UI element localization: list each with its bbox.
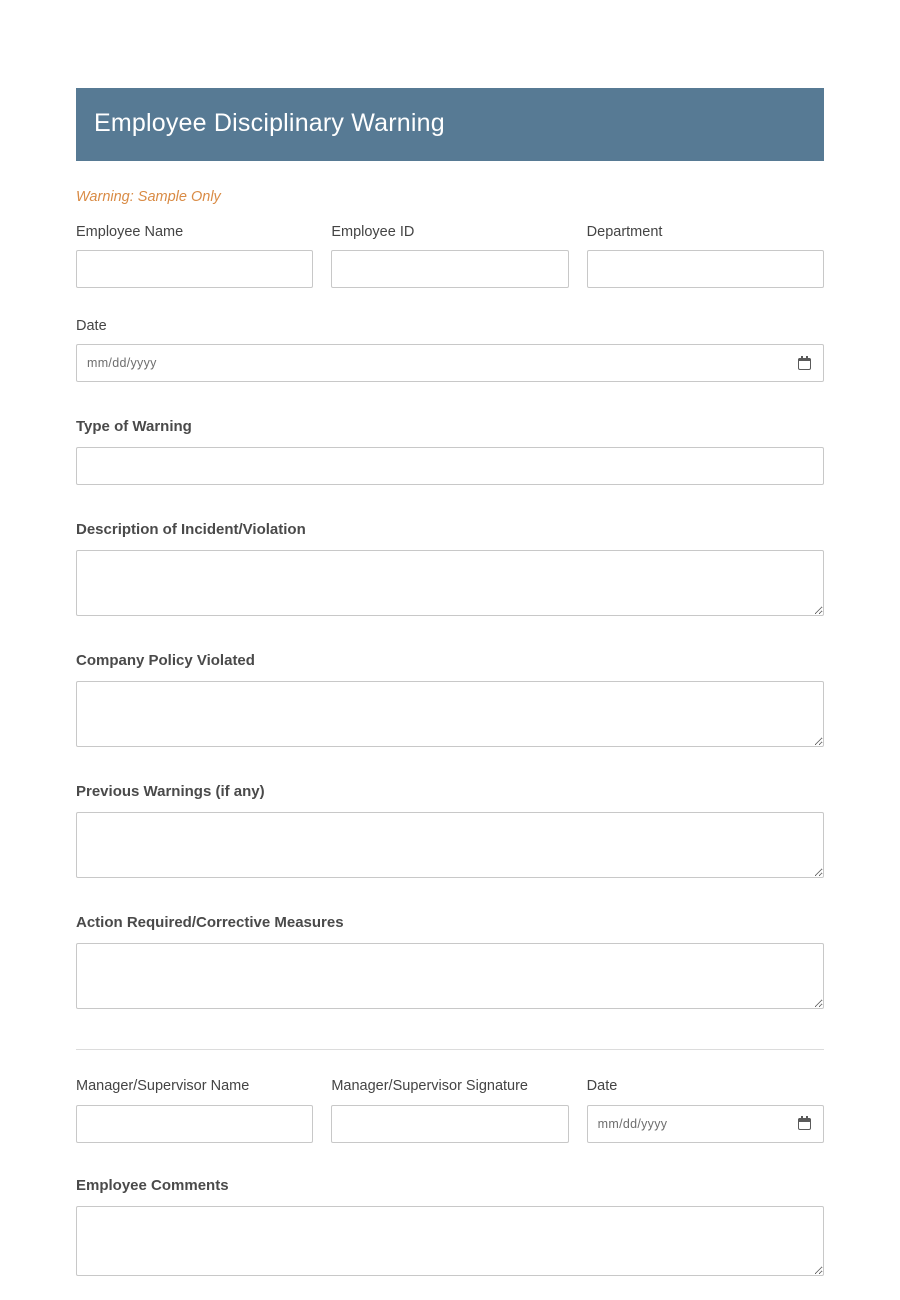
manager-name-field-group — [76, 1078, 313, 1142]
previous-warnings-textarea[interactable] — [76, 812, 824, 878]
department-input[interactable] — [587, 250, 824, 288]
type-of-warning-input[interactable] — [76, 447, 824, 485]
type-of-warning-group — [76, 418, 824, 485]
action-required-group — [76, 914, 824, 1009]
type-of-warning-label: Type of Warning — [76, 418, 192, 436]
employee-comments-textarea[interactable] — [76, 1206, 824, 1276]
date-field-group — [76, 318, 824, 382]
employee-id-input[interactable] — [331, 250, 568, 288]
employee-info-row — [76, 224, 824, 288]
policy-violated-group — [76, 652, 824, 747]
manager-signature-input[interactable] — [331, 1105, 568, 1143]
date-input-wrapper — [76, 344, 824, 382]
signature-date-input[interactable] — [587, 1105, 824, 1143]
date-label: Date — [76, 317, 107, 334]
previous-warnings-label: Previous Warnings (if any) — [76, 783, 265, 801]
signature-date-placeholder-text: mm/dd/yyyy — [597, 1116, 668, 1131]
sample-only-note: Warning: Sample Only — [76, 188, 221, 205]
department-field-group — [587, 224, 824, 288]
calendar-icon[interactable] — [798, 356, 813, 371]
manager-name-input[interactable] — [76, 1105, 313, 1143]
description-label: Description of Incident/Violation — [76, 521, 306, 539]
policy-violated-textarea[interactable] — [76, 681, 824, 747]
signature-row — [76, 1078, 824, 1142]
section-divider — [76, 1049, 824, 1050]
signature-date-field-group — [587, 1078, 824, 1142]
calendar-icon[interactable] — [798, 1116, 813, 1131]
page-title: Employee Disciplinary Warning — [94, 109, 445, 137]
department-label: Department — [586, 223, 663, 240]
signature-date-input-wrapper — [587, 1105, 824, 1143]
employee-id-field-group — [331, 224, 568, 288]
date-input[interactable] — [76, 344, 824, 382]
form-title-bar — [76, 88, 824, 161]
employee-name-field-group — [76, 224, 313, 288]
signature-date-label: Date — [586, 1078, 618, 1095]
previous-warnings-group — [76, 783, 824, 878]
description-group — [76, 521, 824, 616]
action-required-textarea[interactable] — [76, 943, 824, 1009]
employee-comments-label: Employee Comments — [76, 1176, 229, 1194]
employee-comments-group — [76, 1177, 824, 1276]
date-placeholder-text: mm/dd/yyyy — [87, 356, 157, 371]
employee-name-input[interactable] — [76, 250, 313, 288]
manager-signature-field-group — [331, 1078, 568, 1142]
action-required-label: Action Required/Corrective Measures — [76, 914, 344, 932]
policy-violated-label: Company Policy Violated — [76, 652, 255, 670]
manager-name-label: Manager/Supervisor Name — [76, 1078, 250, 1095]
description-textarea[interactable] — [76, 550, 824, 616]
employee-id-label: Employee ID — [331, 223, 415, 240]
employee-name-label: Employee Name — [76, 223, 184, 240]
manager-signature-label: Manager/Supervisor Signature — [331, 1078, 528, 1095]
